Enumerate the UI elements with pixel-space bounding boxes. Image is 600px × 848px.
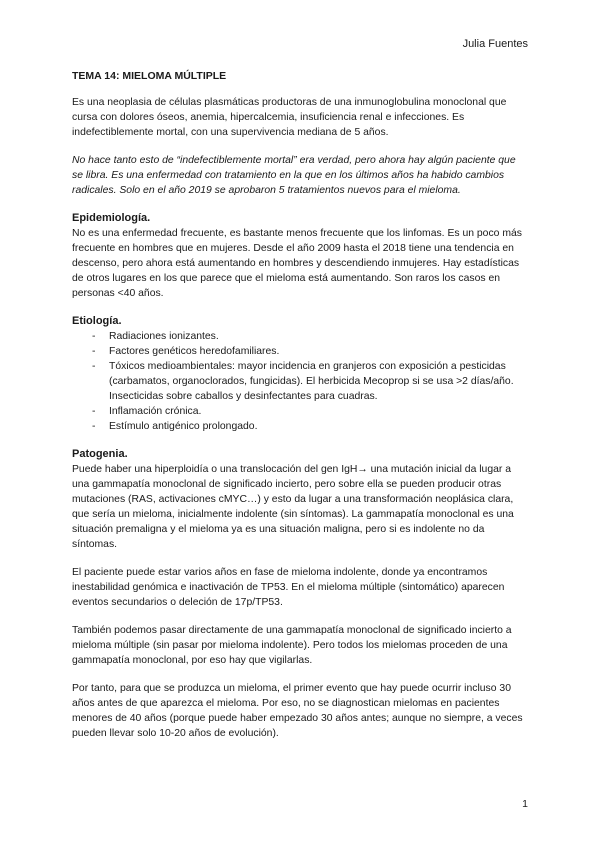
author-header: Julia Fuentes [462, 38, 528, 50]
dash-bullet: - [92, 421, 96, 432]
document-body [72, 70, 528, 754]
list-item: - Factores genéticos heredofamiliares. [92, 346, 280, 357]
dash-bullet: - [92, 361, 96, 372]
patogenia-paragraph-1: Puede haber una hiperploidía o una translocación del gen IgH→ una mutación inicial da lugar a una gammapatía monoclonal de significado incierto, pero sobre ella se pueden producir otras mutaciones (RAS, activaciones cMYC…) y esto da lugar a una transformación neoplásica clara, que sería un mieloma, inicialmente indolente (sin síntomas). La gammapatía monoclonal es una situación premaligna y el mieloma ya es una situación maligna, pero si es indolente no da síntomas. [72, 464, 514, 550]
section-epidemiologia [72, 211, 528, 301]
dash-bullet: - [92, 346, 96, 357]
section-etiologia [72, 314, 528, 434]
patogenia-paragraph-3: También podemos pasar directamente de una gammapatía monoclonal de significado incierto a mieloma múltiple (sin pasar por mieloma indolente). Pero todos los mielomas proceden de una gammapatía monoclonal, por eso hay que vigilarlas. [72, 625, 512, 666]
patogenia-paragraph-2: El paciente puede estar varios años en fase de mieloma indolente, donde ya encontramos inestabilidad genómica e inactivación de TP53. En el mieloma múltiple (sintomático) aparecen eventos secundarios o deleción de 17p/TP53. [72, 567, 505, 608]
etiologia-list [72, 329, 528, 434]
page-number: 1 [522, 798, 528, 810]
section-heading-epidemiologia: Epidemiología. [72, 212, 151, 224]
italic-note: No hace tanto esto de “indefectiblemente mortal” era verdad, pero ahora hay algún paciente que se libra. Es una enfermedad con tratamiento en la que en los últimos años ha habido cambios radicales. Solo en el año 2019 se aprobaron 5 tratamientos nuevos para el mieloma. [72, 155, 516, 196]
section-heading-patogenia: Patogenia. [72, 448, 128, 460]
list-item: - Radiaciones ionizantes. [92, 331, 219, 342]
list-item: - Inflamación crónica. [92, 406, 202, 417]
section-heading-etiologia: Etiología. [72, 315, 122, 327]
section-patogenia [72, 447, 528, 552]
dash-bullet: - [92, 406, 96, 417]
list-item: - Tóxicos medioambientales: mayor incidencia en granjeros con exposición a pesticidas (carbamatos, organoclorados, fungicidas). El herbicida Mecoprop si se usa >2 días/año. Insecticidas sobre caballos y desinfectantes para cuadras. [92, 361, 514, 402]
intro-paragraph: Es una neoplasia de células plasmáticas productoras de una inmunoglobulina monoclonal que cursa con dolores óseos, anemia, hipercalcemia, insuficiencia renal e infecciones. Es indefectiblemente mortal, con una supervivencia mediana de 5 años. [72, 97, 507, 138]
list-item: - Estímulo antigénico prolongado. [92, 421, 258, 432]
document-title: TEMA 14: MIELOMA MÚLTIPLE [72, 70, 227, 82]
epidemiologia-paragraph: No es una enfermedad frecuente, es bastante menos frecuente que los linfomas. Es un poco más frecuente en hombres que en mujeres. Desde el año 2009 hasta el 2018 tiene una tendencia en descenso, pero ahora está aumentando en hombres y descendiendo inmujeres. Hay estadísticas de otros lugares en los que parece que el mieloma está aumentando. Son raros los casos en personas <40 años. [72, 228, 522, 299]
dash-bullet: - [92, 331, 96, 342]
patogenia-paragraph-4: Por tanto, para que se produzca un mieloma, el primer evento que hay puede ocurrir incluso 30 años antes de que aparezca el mieloma. Por eso, no se diagnostican mielomas en pacientes menores de 40 años (porque puede haber empezado 30 años antes; aunque no siempre, a veces pueden llevar solo 10-20 años de evolución). [72, 683, 523, 739]
